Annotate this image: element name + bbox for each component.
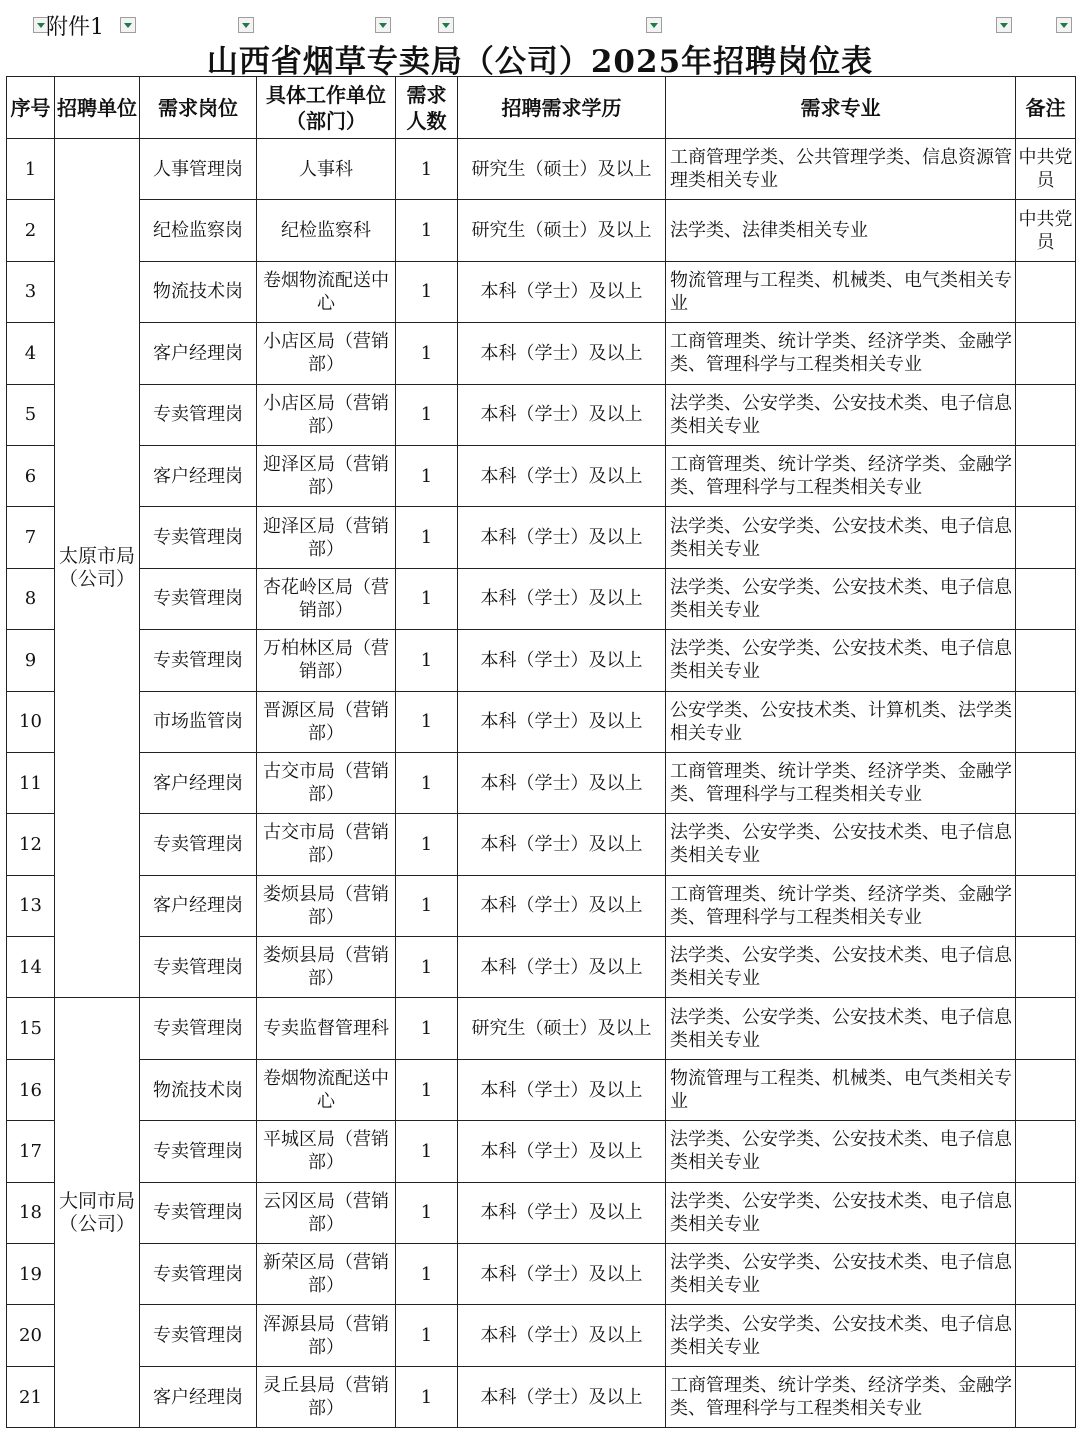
cell-note	[1016, 691, 1076, 752]
cell-seq: 12	[7, 814, 55, 875]
cell-note: 中共党员	[1016, 200, 1076, 261]
cell-post: 纪检监察岗	[140, 200, 257, 261]
filter-button[interactable]	[438, 17, 454, 33]
cell-post: 物流技术岗	[140, 1059, 257, 1120]
cell-dept: 专卖监督管理科	[257, 998, 396, 1059]
dropdown-arrow-icon	[242, 23, 250, 28]
cell-dept: 卷烟物流配送中心	[257, 1059, 396, 1120]
header-dept: 具体工作单位（部门）	[257, 77, 396, 139]
cell-major: 公安学类、公安技术类、计算机类、法学类相关专业	[666, 691, 1016, 752]
cell-note	[1016, 752, 1076, 813]
cell-edu: 本科（学士）及以上	[458, 384, 666, 445]
cell-count: 1	[396, 1244, 458, 1305]
recruitment-table	[6, 76, 1076, 1428]
cell-edu: 本科（学士）及以上	[458, 1244, 666, 1305]
header-unit: 招聘单位	[55, 77, 140, 139]
cell-edu: 本科（学士）及以上	[458, 323, 666, 384]
cell-note	[1016, 1366, 1076, 1427]
dropdown-arrow-icon	[379, 23, 387, 28]
filter-button[interactable]	[646, 17, 662, 33]
table-row	[7, 998, 1076, 1059]
cell-seq: 13	[7, 875, 55, 936]
cell-note	[1016, 568, 1076, 629]
cell-count: 1	[396, 998, 458, 1059]
cell-post: 专卖管理岗	[140, 998, 257, 1059]
cell-seq: 15	[7, 998, 55, 1059]
cell-count: 1	[396, 139, 458, 200]
cell-edu: 研究生（硕士）及以上	[458, 200, 666, 261]
cell-seq: 18	[7, 1182, 55, 1243]
cell-note	[1016, 1244, 1076, 1305]
cell-edu: 本科（学士）及以上	[458, 630, 666, 691]
cell-count: 1	[396, 752, 458, 813]
cell-edu: 本科（学士）及以上	[458, 937, 666, 998]
cell-edu: 研究生（硕士）及以上	[458, 139, 666, 200]
cell-major: 法学类、公安学类、公安技术类、电子信息类相关专业	[666, 814, 1016, 875]
cell-seq: 21	[7, 1366, 55, 1427]
cell-seq: 5	[7, 384, 55, 445]
cell-post: 客户经理岗	[140, 323, 257, 384]
cell-post: 专卖管理岗	[140, 814, 257, 875]
cell-seq: 9	[7, 630, 55, 691]
cell-major: 工商管理学类、公共管理学类、信息资源管理类相关专业	[666, 139, 1016, 200]
cell-count: 1	[396, 1182, 458, 1243]
cell-seq: 7	[7, 507, 55, 568]
cell-dept: 娄烦县局（营销部）	[257, 875, 396, 936]
dropdown-arrow-icon	[1060, 23, 1068, 28]
cell-note	[1016, 875, 1076, 936]
cell-post: 客户经理岗	[140, 752, 257, 813]
dropdown-arrow-icon	[442, 23, 450, 28]
cell-post: 市场监管岗	[140, 691, 257, 752]
cell-seq: 11	[7, 752, 55, 813]
cell-major: 法学类、公安学类、公安技术类、电子信息类相关专业	[666, 630, 1016, 691]
cell-dept: 万柏林区局（营销部）	[257, 630, 396, 691]
cell-seq: 14	[7, 937, 55, 998]
table-row	[7, 139, 1076, 200]
cell-dept: 迎泽区局（营销部）	[257, 507, 396, 568]
cell-edu: 本科（学士）及以上	[458, 261, 666, 322]
cell-major: 法学类、公安学类、公安技术类、电子信息类相关专业	[666, 1244, 1016, 1305]
table-row	[7, 1366, 1076, 1427]
cell-note	[1016, 445, 1076, 506]
cell-count: 1	[396, 323, 458, 384]
cell-dept: 古交市局（营销部）	[257, 752, 396, 813]
dropdown-arrow-icon	[650, 23, 658, 28]
table-row	[7, 875, 1076, 936]
filter-button[interactable]	[996, 17, 1012, 33]
header-count: 需求人数	[396, 77, 458, 139]
attachment-label: 附件1	[46, 15, 104, 40]
cell-post: 专卖管理岗	[140, 1182, 257, 1243]
cell-post: 专卖管理岗	[140, 1121, 257, 1182]
cell-post: 专卖管理岗	[140, 937, 257, 998]
dropdown-arrow-icon	[124, 23, 132, 28]
cell-edu: 本科（学士）及以上	[458, 1366, 666, 1427]
table-row	[7, 1244, 1076, 1305]
cell-edu: 本科（学士）及以上	[458, 691, 666, 752]
cell-seq: 17	[7, 1121, 55, 1182]
cell-edu: 本科（学士）及以上	[458, 507, 666, 568]
cell-post: 专卖管理岗	[140, 630, 257, 691]
cell-count: 1	[396, 875, 458, 936]
cell-count: 1	[396, 1305, 458, 1366]
cell-note	[1016, 1059, 1076, 1120]
cell-note	[1016, 261, 1076, 322]
cell-post: 客户经理岗	[140, 445, 257, 506]
cell-count: 1	[396, 445, 458, 506]
cell-count: 1	[396, 384, 458, 445]
unit-datong: 大同市局（公司）	[55, 998, 140, 1428]
cell-post: 专卖管理岗	[140, 384, 257, 445]
cell-note	[1016, 814, 1076, 875]
cell-post: 人事管理岗	[140, 139, 257, 200]
cell-post: 专卖管理岗	[140, 507, 257, 568]
cell-note: 中共党员	[1016, 139, 1076, 200]
cell-major: 工商管理类、统计学类、经济学类、金融学类、管理科学与工程类相关专业	[666, 875, 1016, 936]
cell-count: 1	[396, 937, 458, 998]
cell-post: 客户经理岗	[140, 1366, 257, 1427]
cell-note	[1016, 998, 1076, 1059]
cell-count: 1	[396, 691, 458, 752]
cell-post: 专卖管理岗	[140, 1305, 257, 1366]
table-row	[7, 937, 1076, 998]
table-row	[7, 323, 1076, 384]
cell-count: 1	[396, 1121, 458, 1182]
cell-post: 客户经理岗	[140, 875, 257, 936]
cell-note	[1016, 507, 1076, 568]
cell-seq: 20	[7, 1305, 55, 1366]
unit-taiyuan: 太原市局（公司）	[55, 139, 140, 998]
cell-major: 工商管理类、统计学类、经济学类、金融学类、管理科学与工程类相关专业	[666, 445, 1016, 506]
cell-major: 法学类、公安学类、公安技术类、电子信息类相关专业	[666, 568, 1016, 629]
cell-note	[1016, 1182, 1076, 1243]
cell-dept: 卷烟物流配送中心	[257, 261, 396, 322]
header-post: 需求岗位	[140, 77, 257, 139]
cell-dept: 浑源县局（营销部）	[257, 1305, 396, 1366]
cell-seq: 16	[7, 1059, 55, 1120]
cell-post: 专卖管理岗	[140, 568, 257, 629]
cell-note	[1016, 1121, 1076, 1182]
table-row	[7, 691, 1076, 752]
cell-dept: 杏花岭区局（营销部）	[257, 568, 396, 629]
table-header-row	[7, 77, 1076, 139]
cell-seq: 2	[7, 200, 55, 261]
cell-dept: 小店区局（营销部）	[257, 323, 396, 384]
cell-dept: 古交市局（营销部）	[257, 814, 396, 875]
cell-edu: 本科（学士）及以上	[458, 1182, 666, 1243]
cell-dept: 小店区局（营销部）	[257, 384, 396, 445]
cell-edu: 本科（学士）及以上	[458, 1305, 666, 1366]
cell-dept: 娄烦县局（营销部）	[257, 937, 396, 998]
cell-count: 1	[396, 1366, 458, 1427]
cell-note	[1016, 323, 1076, 384]
filter-button[interactable]	[120, 17, 136, 33]
cell-count: 1	[396, 200, 458, 261]
cell-edu: 研究生（硕士）及以上	[458, 998, 666, 1059]
filter-button[interactable]	[238, 17, 254, 33]
table-row	[7, 568, 1076, 629]
cell-major: 工商管理类、统计学类、经济学类、金融学类、管理科学与工程类相关专业	[666, 323, 1016, 384]
dropdown-arrow-icon	[1000, 23, 1008, 28]
cell-seq: 19	[7, 1244, 55, 1305]
cell-dept: 人事科	[257, 139, 396, 200]
cell-major: 法学类、公安学类、公安技术类、电子信息类相关专业	[666, 1182, 1016, 1243]
cell-post: 专卖管理岗	[140, 1244, 257, 1305]
header-seq: 序号	[7, 77, 55, 139]
table-row	[7, 1121, 1076, 1182]
filter-button[interactable]	[1056, 17, 1072, 33]
cell-major: 物流管理与工程类、机械类、电气类相关专业	[666, 1059, 1016, 1120]
table-row	[7, 1182, 1076, 1243]
cell-edu: 本科（学士）及以上	[458, 1059, 666, 1120]
cell-seq: 4	[7, 323, 55, 384]
cell-count: 1	[396, 568, 458, 629]
cell-edu: 本科（学士）及以上	[458, 875, 666, 936]
cell-count: 1	[396, 630, 458, 691]
cell-seq: 6	[7, 445, 55, 506]
dropdown-arrow-icon	[37, 23, 45, 28]
header-major: 需求专业	[666, 77, 1016, 139]
cell-count: 1	[396, 1059, 458, 1120]
table-row	[7, 1305, 1076, 1366]
cell-dept: 灵丘县局（营销部）	[257, 1366, 396, 1427]
cell-seq: 3	[7, 261, 55, 322]
cell-dept: 纪检监察科	[257, 200, 396, 261]
cell-major: 法学类、公安学类、公安技术类、电子信息类相关专业	[666, 1121, 1016, 1182]
cell-dept: 晋源区局（营销部）	[257, 691, 396, 752]
cell-major: 法学类、公安学类、公安技术类、电子信息类相关专业	[666, 507, 1016, 568]
page-title: 山西省烟草专卖局（公司）2025年招聘岗位表	[206, 44, 874, 80]
cell-edu: 本科（学士）及以上	[458, 445, 666, 506]
table-row	[7, 814, 1076, 875]
cell-seq: 8	[7, 568, 55, 629]
header-edu: 招聘需求学历	[458, 77, 666, 139]
table-row	[7, 445, 1076, 506]
cell-note	[1016, 1305, 1076, 1366]
table-row	[7, 507, 1076, 568]
cell-dept: 云冈区局（营销部）	[257, 1182, 396, 1243]
filter-button[interactable]	[375, 17, 391, 33]
cell-note	[1016, 937, 1076, 998]
cell-count: 1	[396, 507, 458, 568]
cell-major: 工商管理类、统计学类、经济学类、金融学类、管理科学与工程类相关专业	[666, 752, 1016, 813]
cell-dept: 新荣区局（营销部）	[257, 1244, 396, 1305]
cell-major: 法学类、公安学类、公安技术类、电子信息类相关专业	[666, 937, 1016, 998]
cell-edu: 本科（学士）及以上	[458, 568, 666, 629]
cell-seq: 1	[7, 139, 55, 200]
cell-edu: 本科（学士）及以上	[458, 814, 666, 875]
cell-major: 物流管理与工程类、机械类、电气类相关专业	[666, 261, 1016, 322]
table-row	[7, 200, 1076, 261]
cell-note	[1016, 384, 1076, 445]
table-row	[7, 752, 1076, 813]
cell-post: 物流技术岗	[140, 261, 257, 322]
cell-seq: 10	[7, 691, 55, 752]
header-note: 备注	[1016, 77, 1076, 139]
cell-major: 法学类、法律类相关专业	[666, 200, 1016, 261]
cell-dept: 迎泽区局（营销部）	[257, 445, 396, 506]
cell-count: 1	[396, 814, 458, 875]
cell-count: 1	[396, 261, 458, 322]
table-row	[7, 261, 1076, 322]
table-row	[7, 630, 1076, 691]
cell-major: 法学类、公安学类、公安技术类、电子信息类相关专业	[666, 998, 1016, 1059]
cell-dept: 平城区局（营销部）	[257, 1121, 396, 1182]
table-row	[7, 384, 1076, 445]
cell-major: 工商管理类、统计学类、经济学类、金融学类、管理科学与工程类相关专业	[666, 1366, 1016, 1427]
cell-edu: 本科（学士）及以上	[458, 752, 666, 813]
cell-note	[1016, 630, 1076, 691]
table-row	[7, 1059, 1076, 1120]
cell-major: 法学类、公安学类、公安技术类、电子信息类相关专业	[666, 1305, 1016, 1366]
cell-edu: 本科（学士）及以上	[458, 1121, 666, 1182]
cell-major: 法学类、公安学类、公安技术类、电子信息类相关专业	[666, 384, 1016, 445]
